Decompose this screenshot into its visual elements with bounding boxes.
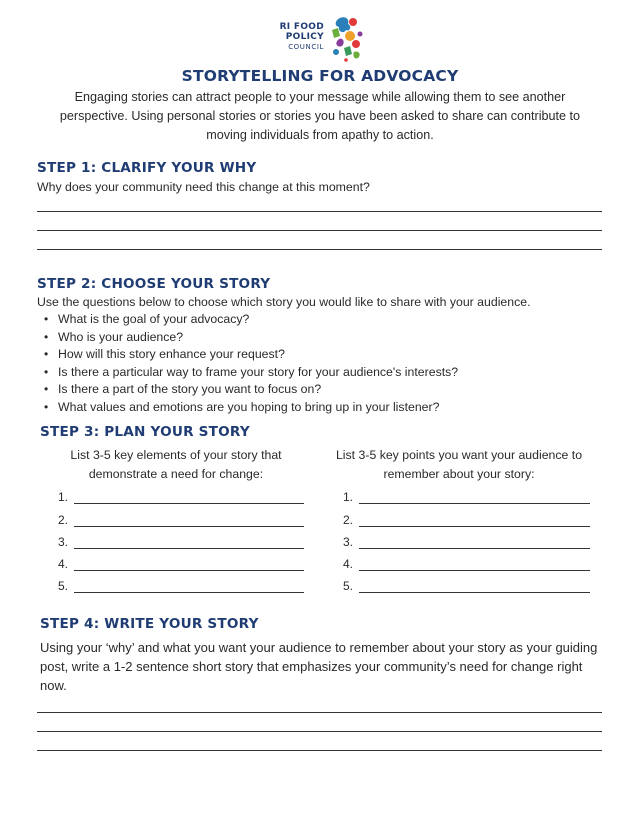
answer-line[interactable] <box>74 559 304 571</box>
step3-left-item-5[interactable] <box>58 577 304 593</box>
logo-line-2: POLICY <box>285 32 324 42</box>
item-number: 1. <box>343 490 354 504</box>
step1-answer-line-1[interactable] <box>37 211 602 212</box>
item-number: 4. <box>343 557 354 571</box>
item-number: 3. <box>58 535 69 549</box>
list-item: • What is the goal of your advocacy? <box>42 311 602 329</box>
step3-left-item-1[interactable] <box>58 488 304 504</box>
step3-right-item-1[interactable] <box>343 488 590 504</box>
logo-line-1: RI FOOD <box>279 22 324 32</box>
step3-left-prompt: List 3-5 key elements of your story that demonstrate a need for change: <box>70 448 282 481</box>
page-title: STORYTELLING FOR ADVOCACY <box>181 67 459 85</box>
step3-right-prompt: List 3-5 key points you want your audience to remember about your story: <box>335 448 583 481</box>
step2-heading: STEP 2: CHOOSE YOUR STORY <box>37 276 271 292</box>
item-number: 5. <box>343 579 354 593</box>
list-item: • Who is your audience? <box>42 329 602 347</box>
step3-right-item-2[interactable] <box>343 511 590 527</box>
step3-right-item-3[interactable] <box>343 533 590 549</box>
intro-paragraph: Engaging stories can attract people to your message while allowing them to see another perspective. Using personal stories or stories you have been asked to share can contribute to moving individuals from apathy to action. <box>59 90 581 142</box>
step1-answer-line-3[interactable] <box>37 249 602 250</box>
list-item: • Is there a particular way to frame your story for your audience's interests? <box>42 364 602 382</box>
step1-heading: STEP 1: CLARIFY YOUR WHY <box>37 160 257 176</box>
item-number: 4. <box>58 557 69 571</box>
step3-right-item-4[interactable] <box>343 555 590 571</box>
answer-line[interactable] <box>74 515 304 527</box>
list-item: • How will this story enhance your request? <box>42 346 602 364</box>
step3-left-item-2[interactable] <box>58 511 304 527</box>
answer-line[interactable] <box>359 581 590 593</box>
answer-line[interactable] <box>359 537 590 549</box>
answer-line[interactable] <box>359 492 590 504</box>
step4-answer-line-2[interactable] <box>37 731 602 732</box>
step2-question-list <box>42 311 602 417</box>
list-item: • What values and emotions are you hoping to bring up in your listener? <box>42 399 602 417</box>
answer-line[interactable] <box>74 492 304 504</box>
answer-line[interactable] <box>74 537 304 549</box>
step4-answer-line-1[interactable] <box>37 712 602 713</box>
step4-answer-line-3[interactable] <box>37 750 602 751</box>
answer-line[interactable] <box>359 515 590 527</box>
ri-food-policy-council-logo <box>272 14 372 64</box>
item-number: 3. <box>343 535 354 549</box>
logo-line-3: COUNCIL <box>288 43 324 51</box>
step4-instruction: Using your ‘why’ and what you want your audience to remember about your story as your guiding post, write a 1-2 sentence short story that emphasizes your community’s need for change right now. <box>40 640 598 693</box>
step4-heading: STEP 4: WRITE YOUR STORY <box>40 616 259 632</box>
step3-left-item-4[interactable] <box>58 555 304 571</box>
answer-line[interactable] <box>359 559 590 571</box>
item-number: 5. <box>58 579 69 593</box>
step1-answer-line-2[interactable] <box>37 230 602 231</box>
step3-left-item-3[interactable] <box>58 533 304 549</box>
logo-wordmark <box>272 22 324 52</box>
item-number: 1. <box>58 490 69 504</box>
food-illustration-icon <box>326 16 366 62</box>
item-number: 2. <box>58 513 69 527</box>
step3-right-item-5[interactable] <box>343 577 590 593</box>
step2-instruction: Use the questions below to choose which story you would like to share with your audience. <box>37 295 531 309</box>
list-item: • Is there a part of the story you want to focus on? <box>42 381 602 399</box>
answer-line[interactable] <box>74 581 304 593</box>
item-number: 2. <box>343 513 354 527</box>
step1-question: Why does your community need this change at this moment? <box>37 180 370 194</box>
step3-heading: STEP 3: PLAN YOUR STORY <box>40 424 250 440</box>
